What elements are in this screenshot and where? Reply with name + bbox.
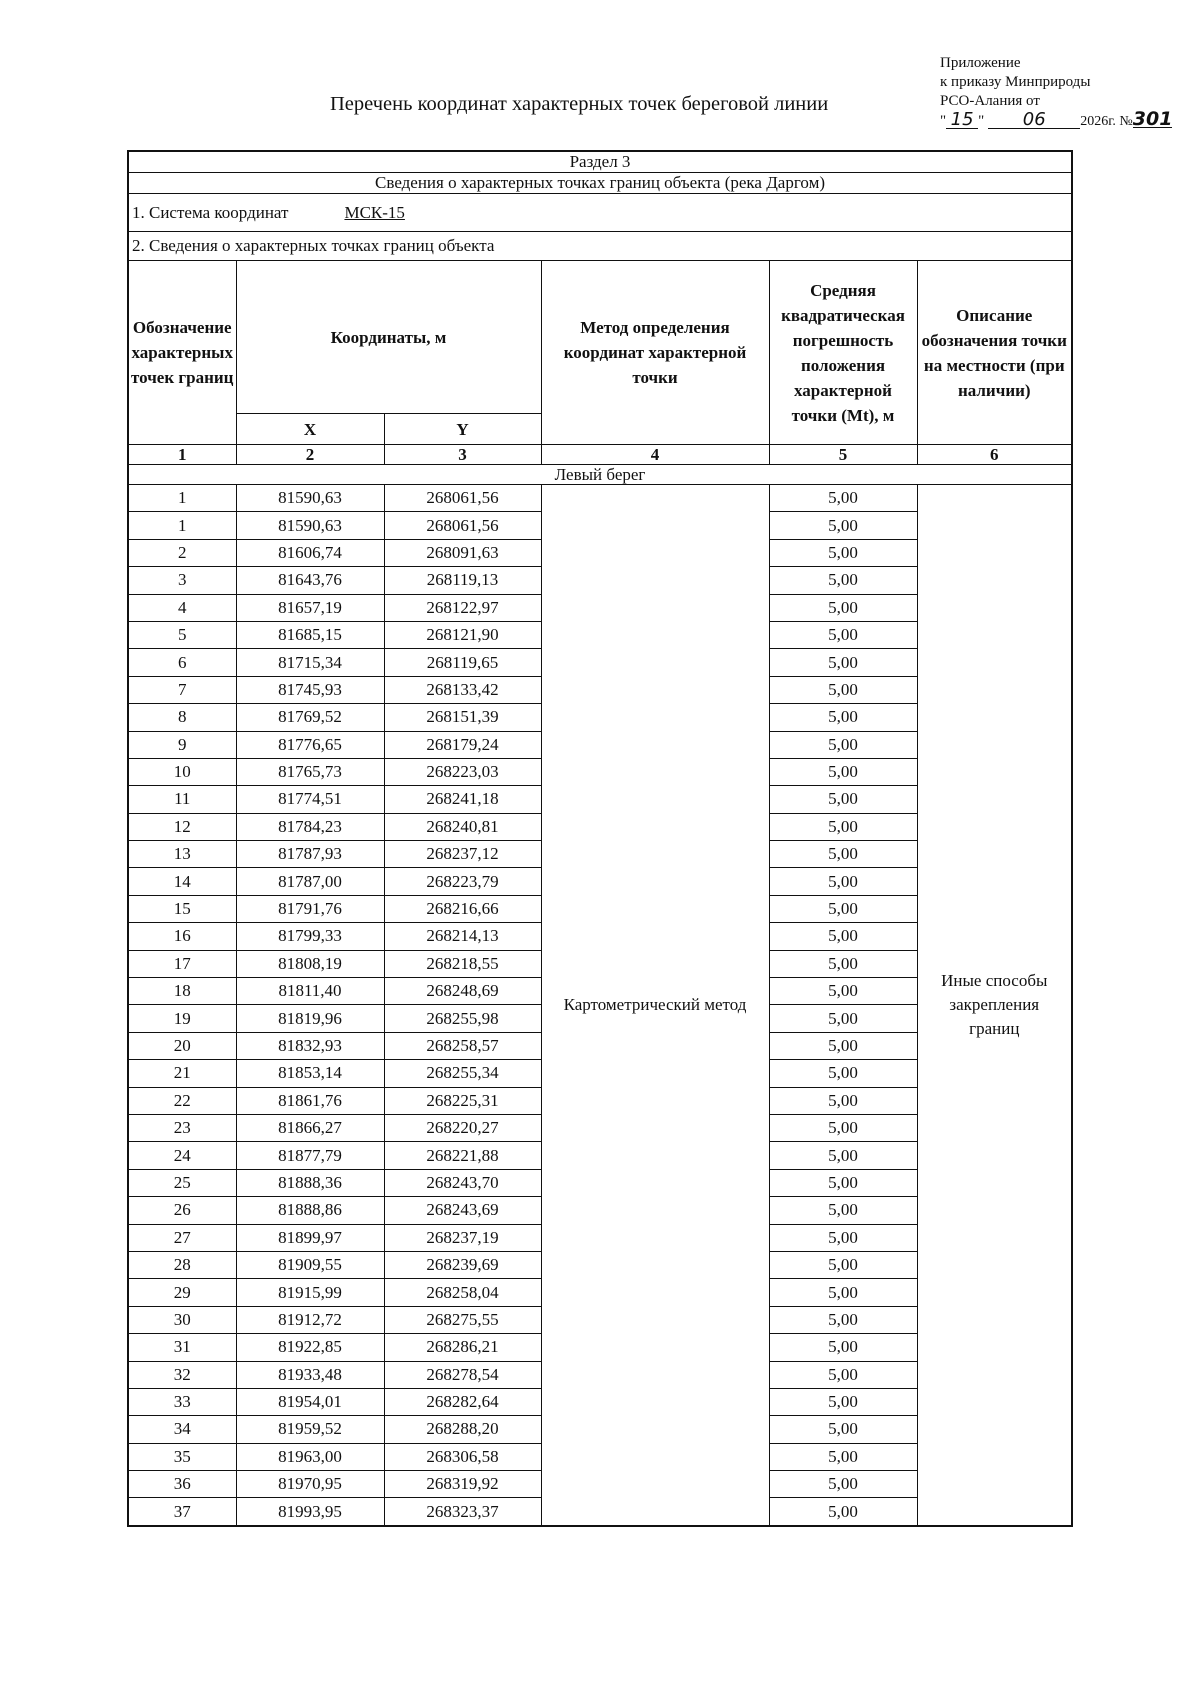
point-number: 25: [128, 1169, 236, 1196]
coord-y: 268216,66: [384, 895, 541, 922]
coord-x: 81791,76: [236, 895, 384, 922]
coord-x: 81819,96: [236, 1005, 384, 1032]
coord-x: 81832,93: [236, 1032, 384, 1059]
point-number: 8: [128, 704, 236, 731]
point-number: 32: [128, 1361, 236, 1388]
col-number: 5: [769, 445, 917, 465]
coord-y: 268225,31: [384, 1087, 541, 1114]
point-number: 36: [128, 1471, 236, 1498]
coord-x: 81899,97: [236, 1224, 384, 1251]
mean-error: 5,00: [769, 1032, 917, 1059]
annex-number: 301: [1132, 108, 1173, 130]
point-number: 30: [128, 1306, 236, 1333]
mean-error: 5,00: [769, 1197, 917, 1224]
mean-error: 5,00: [769, 923, 917, 950]
coord-y: 268119,13: [384, 567, 541, 594]
coord-x: 81787,00: [236, 868, 384, 895]
point-number: 21: [128, 1060, 236, 1087]
coord-x: 81590,63: [236, 512, 384, 539]
coord-x: 81959,52: [236, 1416, 384, 1443]
coord-y: 268133,42: [384, 676, 541, 703]
annex-line-1: Приложение: [940, 55, 1021, 71]
coord-y: 268240,81: [384, 813, 541, 840]
mean-error: 5,00: [769, 485, 917, 512]
coord-system-value: МСК-15: [344, 202, 405, 222]
coord-y: 268218,55: [384, 950, 541, 977]
point-number: 37: [128, 1498, 236, 1526]
point-number: 18: [128, 978, 236, 1005]
point-number: 27: [128, 1224, 236, 1251]
coord-x: 81808,19: [236, 950, 384, 977]
coord-y: 268214,13: [384, 923, 541, 950]
description-cell: Иные способы закрепления границ: [917, 485, 1072, 1526]
mean-error: 5,00: [769, 1251, 917, 1278]
header-mean-error: Средняя квадратическая погрешность положения характерной точки (Mt), м: [769, 261, 917, 445]
info-label: 2. Сведения о характерных точках границ объекта: [128, 232, 1072, 261]
point-number: 1: [128, 485, 236, 512]
point-number: 4: [128, 594, 236, 621]
mean-error: 5,00: [769, 895, 917, 922]
point-number: 22: [128, 1087, 236, 1114]
coord-y: 268258,04: [384, 1279, 541, 1306]
coord-x: 81643,76: [236, 567, 384, 594]
coord-x: 81776,65: [236, 731, 384, 758]
mean-error: 5,00: [769, 978, 917, 1005]
mean-error: 5,00: [769, 676, 917, 703]
coord-x: 81745,93: [236, 676, 384, 703]
coord-y: 268243,70: [384, 1169, 541, 1196]
point-number: 17: [128, 950, 236, 977]
point-number: 24: [128, 1142, 236, 1169]
coord-y: 268255,98: [384, 1005, 541, 1032]
mean-error: 5,00: [769, 1361, 917, 1388]
method-cell: Картометрический метод: [541, 485, 769, 1526]
coord-x: 81853,14: [236, 1060, 384, 1087]
point-number: 11: [128, 786, 236, 813]
coord-y: 268221,88: [384, 1142, 541, 1169]
point-number: 9: [128, 731, 236, 758]
coordinates-table: [127, 150, 1073, 1527]
coord-x: 81590,63: [236, 485, 384, 512]
annex-year: 2026г. №: [1080, 114, 1133, 129]
mean-error: 5,00: [769, 868, 917, 895]
mean-error: 5,00: [769, 1279, 917, 1306]
mean-error: 5,00: [769, 1388, 917, 1415]
coord-y: 268306,58: [384, 1443, 541, 1470]
point-number: 5: [128, 621, 236, 648]
mean-error: 5,00: [769, 1306, 917, 1333]
coord-y: 268278,54: [384, 1361, 541, 1388]
col-number: 4: [541, 445, 769, 465]
coord-y: 268239,69: [384, 1251, 541, 1278]
point-number: 2: [128, 539, 236, 566]
header-x: X: [236, 414, 384, 445]
coord-x: 81922,85: [236, 1334, 384, 1361]
coord-y: 268255,34: [384, 1060, 541, 1087]
coord-y: 268061,56: [384, 512, 541, 539]
header-description: Описание обозначения точки на местности (при наличии): [917, 261, 1072, 445]
col-number: 2: [236, 445, 384, 465]
mean-error: 5,00: [769, 621, 917, 648]
coord-y: 268241,18: [384, 786, 541, 813]
header-y: Y: [384, 414, 541, 445]
coord-y: 268061,56: [384, 485, 541, 512]
mean-error: 5,00: [769, 594, 917, 621]
coord-y: 268237,19: [384, 1224, 541, 1251]
mean-error: 5,00: [769, 1471, 917, 1498]
header-coordinates: Координаты, м: [236, 261, 541, 414]
point-number: 29: [128, 1279, 236, 1306]
coord-x: 81787,93: [236, 841, 384, 868]
coord-y: 268091,63: [384, 539, 541, 566]
point-number: 23: [128, 1114, 236, 1141]
coord-x: 81765,73: [236, 758, 384, 785]
col-number: 6: [917, 445, 1072, 465]
coord-y: 268223,79: [384, 868, 541, 895]
mean-error: 5,00: [769, 539, 917, 566]
coord-x: 81954,01: [236, 1388, 384, 1415]
coord-x: 81912,72: [236, 1306, 384, 1333]
table-row: [128, 485, 1072, 512]
coord-x: 81963,00: [236, 1443, 384, 1470]
mean-error: 5,00: [769, 950, 917, 977]
coord-y: 268288,20: [384, 1416, 541, 1443]
annex-line-2: к приказу Минприроды: [940, 74, 1091, 90]
section-label: Раздел 3: [128, 151, 1072, 173]
coord-x: 81861,76: [236, 1087, 384, 1114]
mean-error: 5,00: [769, 786, 917, 813]
point-number: 16: [128, 923, 236, 950]
point-number: 26: [128, 1197, 236, 1224]
mean-error: 5,00: [769, 1443, 917, 1470]
coord-x: 81866,27: [236, 1114, 384, 1141]
coord-x: 81799,33: [236, 923, 384, 950]
mean-error: 5,00: [769, 841, 917, 868]
point-number: 7: [128, 676, 236, 703]
point-number: 19: [128, 1005, 236, 1032]
point-number: 13: [128, 841, 236, 868]
coord-x: 81657,19: [236, 594, 384, 621]
mean-error: 5,00: [769, 758, 917, 785]
coord-y: 268282,64: [384, 1388, 541, 1415]
coord-y: 268223,03: [384, 758, 541, 785]
col-number: 3: [384, 445, 541, 465]
point-number: 31: [128, 1334, 236, 1361]
mean-error: 5,00: [769, 1498, 917, 1526]
coord-x: 81606,74: [236, 539, 384, 566]
point-number: 3: [128, 567, 236, 594]
coord-system-label: 1. Система координат: [132, 202, 289, 222]
mean-error: 5,00: [769, 813, 917, 840]
mean-error: 5,00: [769, 567, 917, 594]
mean-error: 5,00: [769, 1224, 917, 1251]
annex-line-3: РСО-Алания от: [940, 93, 1040, 109]
point-number: 33: [128, 1388, 236, 1415]
coord-x: 81877,79: [236, 1142, 384, 1169]
mean-error: 5,00: [769, 1416, 917, 1443]
mean-error: 5,00: [769, 1334, 917, 1361]
annex-day: 15: [946, 112, 978, 129]
coord-y: 268248,69: [384, 978, 541, 1005]
coord-y: 268258,57: [384, 1032, 541, 1059]
coord-y: 268220,27: [384, 1114, 541, 1141]
coord-y: 268119,65: [384, 649, 541, 676]
header-method: Метод определения координат характерной точки: [541, 261, 769, 445]
mean-error: 5,00: [769, 1087, 917, 1114]
col-number: 1: [128, 445, 236, 465]
mean-error: 5,00: [769, 1005, 917, 1032]
point-number: 1: [128, 512, 236, 539]
coord-y: 268319,92: [384, 1471, 541, 1498]
point-number: 20: [128, 1032, 236, 1059]
coord-x: 81909,55: [236, 1251, 384, 1278]
coord-x: 81784,23: [236, 813, 384, 840]
coord-y: 268151,39: [384, 704, 541, 731]
coord-x: 81888,36: [236, 1169, 384, 1196]
coord-y: 268243,69: [384, 1197, 541, 1224]
section-subtitle: Сведения о характерных точках границ объекта (река Даргом): [128, 173, 1072, 194]
coord-x: 81915,99: [236, 1279, 384, 1306]
coord-y: 268275,55: [384, 1306, 541, 1333]
mean-error: 5,00: [769, 731, 917, 758]
point-number: 28: [128, 1251, 236, 1278]
coord-y: 268237,12: [384, 841, 541, 868]
coord-system-row: [128, 194, 1072, 232]
mean-error: 5,00: [769, 1114, 917, 1141]
coord-x: 81685,15: [236, 621, 384, 648]
point-number: 10: [128, 758, 236, 785]
coord-y: 268121,90: [384, 621, 541, 648]
mean-error: 5,00: [769, 649, 917, 676]
coord-x: 81774,51: [236, 786, 384, 813]
annex-month: 06: [988, 112, 1080, 129]
coord-x: 81993,95: [236, 1498, 384, 1526]
page-title: Перечень координат характерных точек береговой линии: [330, 93, 829, 115]
coord-y: 268122,97: [384, 594, 541, 621]
coord-x: 81888,86: [236, 1197, 384, 1224]
coord-x: 81933,48: [236, 1361, 384, 1388]
annex-block: [940, 54, 1172, 131]
bank-label: Левый берег: [128, 465, 1072, 485]
point-number: 35: [128, 1443, 236, 1470]
coord-y: 268179,24: [384, 731, 541, 758]
coord-y: 268323,37: [384, 1498, 541, 1526]
mean-error: 5,00: [769, 1142, 917, 1169]
mean-error: 5,00: [769, 512, 917, 539]
point-number: 15: [128, 895, 236, 922]
mean-error: 5,00: [769, 1169, 917, 1196]
header-point-designation: Обозначение характерных точек границ: [128, 261, 236, 445]
point-number: 14: [128, 868, 236, 895]
mean-error: 5,00: [769, 1060, 917, 1087]
point-number: 6: [128, 649, 236, 676]
point-number: 34: [128, 1416, 236, 1443]
mean-error: 5,00: [769, 704, 917, 731]
coord-x: 81769,52: [236, 704, 384, 731]
coord-x: 81970,95: [236, 1471, 384, 1498]
coord-x: 81715,34: [236, 649, 384, 676]
coord-y: 268286,21: [384, 1334, 541, 1361]
point-number: 12: [128, 813, 236, 840]
coord-x: 81811,40: [236, 978, 384, 1005]
annex-date-line: " 15 " 06 2026г. №301: [940, 108, 1173, 130]
